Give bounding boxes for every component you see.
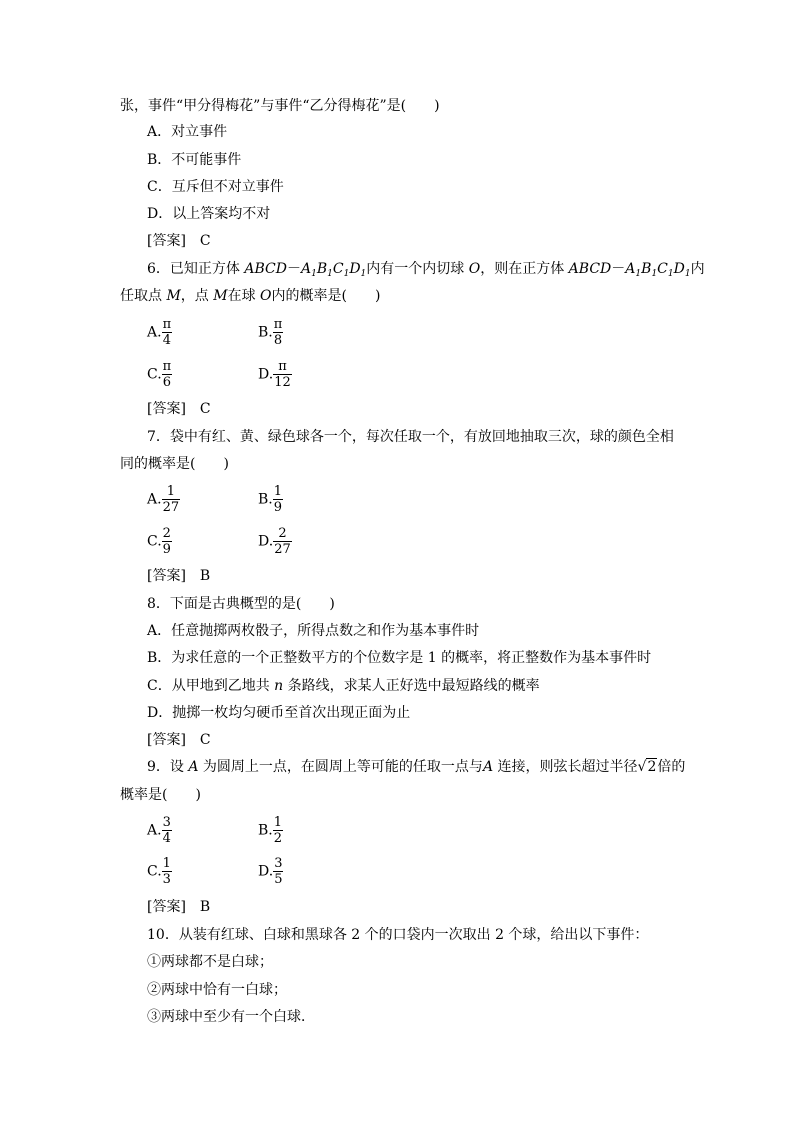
q8-stem: 8．下面是古典概型的是( ) — [147, 596, 335, 612]
q6-option-d: D. $\frac{\pi}{12}$ — [258, 359, 291, 390]
q9-stem-line2: 概率是( ) — [120, 787, 201, 803]
q9-option-c: C. $\frac{1}{3}$ — [147, 856, 171, 887]
sqrt-symbol: √2 — [637, 759, 657, 775]
q5-option-c: C．互斥但不对立事件 — [147, 179, 284, 195]
q7-stem-line2: 同的概率是( ) — [120, 456, 229, 472]
q9-option-a: A. $\frac{3}{4}$ — [147, 815, 171, 846]
q7-stem: 7．袋中有红、黄、绿色球各一个，每次任取一个，有放回地抽取三次，球的颜色全相 — [147, 429, 674, 445]
q5-stem-continued: 张，事件“甲分得梅花”与事件“乙分得梅花”是( ) — [120, 98, 440, 114]
q9-stem: 9．设 A 为圆周上一点，在圆周上等可能的任取一点与A 连接，则弦长超过半径√2倍的 — [147, 759, 686, 775]
q5-option-d: D．以上答案均不对 — [147, 206, 271, 222]
q9-option-b: B. $\frac{1}{2}$ — [258, 815, 283, 846]
q5-option-b: B．不可能事件 — [147, 152, 242, 168]
q7-option-b: B. $\frac{1}{9}$ — [258, 484, 283, 515]
q7-option-c: C. $\frac{2}{9}$ — [147, 526, 171, 557]
q10-event-3: ③两球中至少有一个白球． — [147, 1009, 315, 1025]
q6-option-a: A. $\frac{\pi}{4}$ — [147, 317, 172, 348]
q6-option-c: C. $\frac{\pi}{6}$ — [147, 359, 172, 390]
q6-option-b: B. $\frac{\pi}{8}$ — [258, 317, 283, 348]
q6-answer: [答案] C — [147, 401, 211, 417]
q8-option-d: D．抛掷一枚均匀硬币至首次出现正面为止 — [147, 705, 411, 721]
q6-stem-line2: 任取点 M，点 M在球 O内的概率是( ) — [120, 288, 381, 304]
q8-option-b: B．为求任意的一个正整数平方的个位数字是 1 的概率，将正整数作为基本事件时 — [147, 650, 652, 666]
q6-stem: 6．已知正方体 $ABCD-A_1B_1C_1D_1$内有一个内切球 O，则在正方体 $ABCD-A_1B_1C_1D_1$内 — [147, 261, 705, 279]
q7-option-a: A. $\frac{1}{27}$ — [147, 484, 180, 515]
q5-option-a: A．对立事件 — [147, 124, 228, 140]
q10-event-1: ①两球都不是白球； — [147, 954, 273, 970]
q5-answer: [答案] C — [147, 233, 211, 249]
q8-option-c: C．从甲地到乙地共 n 条路线，求某人正好选中最短路线的概率 — [147, 678, 540, 694]
q9-option-d: D. $\frac{3}{5}$ — [258, 856, 283, 887]
q7-option-d: D. $\frac{2}{27}$ — [258, 526, 291, 557]
q10-event-2: ②两球中恰有一白球； — [147, 982, 287, 998]
q8-option-a: A．任意抛掷两枚骰子，所得点数之和作为基本事件时 — [147, 623, 480, 639]
q8-answer: [答案] C — [147, 732, 211, 748]
q10-stem: 10．从装有红球、白球和黑球各 2 个的口袋内一次取出 2 个球，给出以下事件： — [147, 927, 649, 943]
q9-answer: [答案] B — [147, 899, 211, 915]
q7-answer: [答案] B — [147, 568, 211, 584]
